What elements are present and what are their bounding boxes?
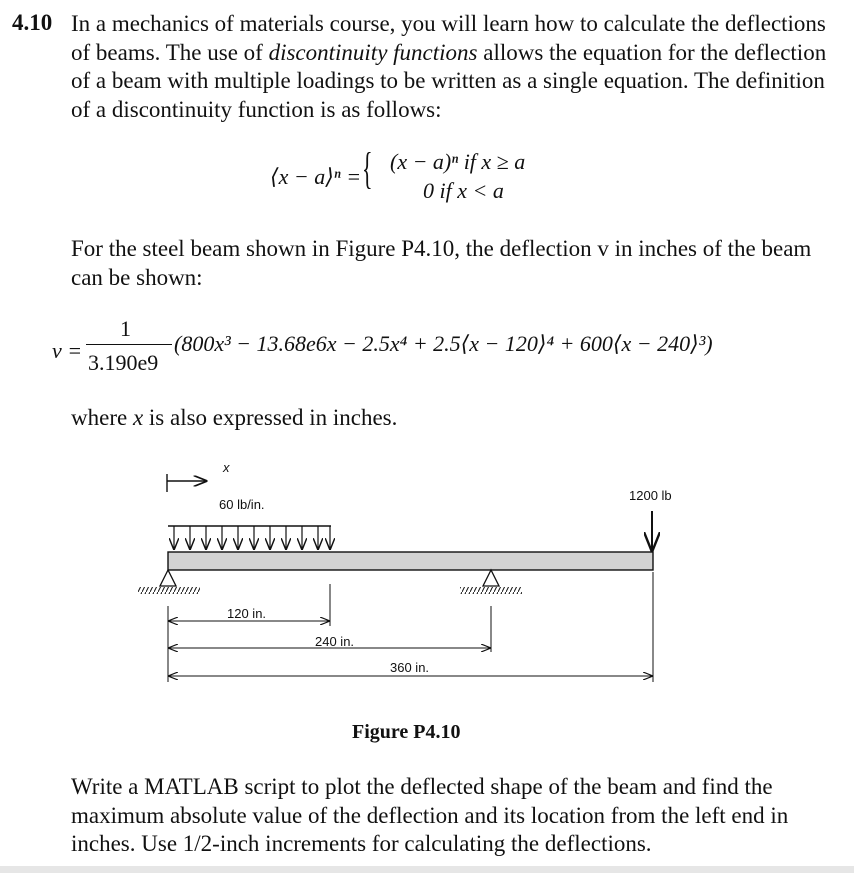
beam [168,552,653,570]
p3-text-b: is also expressed in inches. [143,405,398,430]
deflection-body: (800x³ − 13.68e6x − 2.5x⁴ + 2.5⟨x − 120⟩⁴ + 600⟨x − 240⟩³) [174,331,713,356]
point-load-label: 1200 lb [629,488,672,503]
definition-case1: (x − a)ⁿ if x ≥ a [390,149,526,174]
paragraph-3 [71,404,771,433]
intro-emphasis: discontinuity functions [268,39,478,65]
bottom-divider [0,866,854,873]
dimension-240: 240 in. [315,634,355,649]
distributed-load-label: 60 lb/in. [219,497,265,512]
definition-brace: { [362,144,373,193]
deflection-numerator: 1 [120,316,131,341]
left-support [138,570,200,594]
p3-var: x [132,405,144,430]
definition-lhs: ⟨x − a⟩ⁿ = [270,164,362,189]
beam-figure [126,456,680,696]
deflection-lhs: v = [52,338,83,363]
deflection-denominator: 3.190e9 [88,350,159,375]
distributed-load [168,526,331,549]
middle-support [460,570,522,594]
problem-number: 4.10 [12,10,53,35]
fraction-bar [86,344,172,345]
dimension-120: 120 in. [227,606,267,621]
intro-text-a: In a mechanics of materials course, you will learn how to calculate the deflections of beams. The use of [71,11,826,65]
figure-caption: Figure P4.10 [352,721,461,743]
paragraph-2: For the steel beam shown in Figure P4.10, the deflection v in inches of the beam can be shown: [71,236,812,290]
x-axis-marker [167,460,230,492]
intro-paragraph [71,10,841,124]
axis-label: x [223,460,230,475]
p3-text-a: where [71,405,133,430]
intro-text-b: allows the equation for the deflection of a beam with multiple loadings to be written as a single equation. The definition of a discontinuity function is as follows: [71,39,827,122]
definition-case2: 0 if x < a [423,178,504,203]
dimension-360: 360 in. [390,660,430,675]
paragraph-4: Write a MATLAB script to plot the deflected shape of the beam and find the maximum absolute value of the deflection and its location from the left end in inches. Use 1/2-inch increments for calculating the deflections. [71,774,789,856]
